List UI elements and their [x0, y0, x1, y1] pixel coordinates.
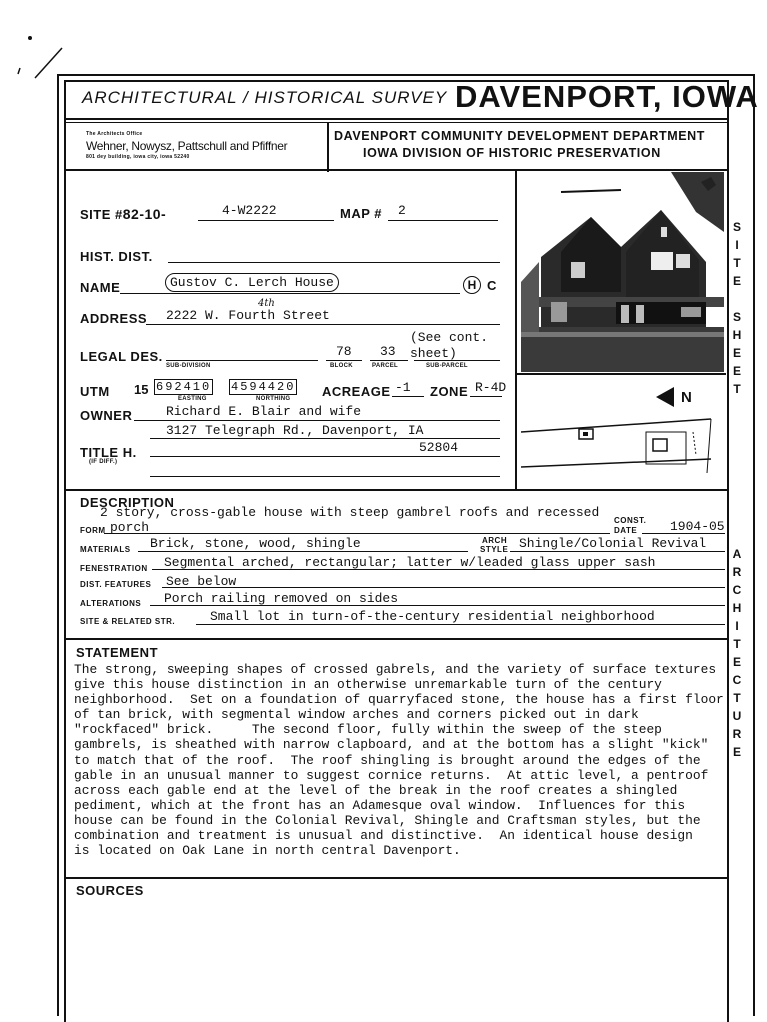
form-label: FORM: [80, 526, 106, 535]
side-letter: T: [733, 382, 741, 396]
date-value: 1904-05: [670, 519, 725, 534]
dist-features-value: See below: [166, 574, 237, 589]
sources-label: SOURCES: [76, 883, 144, 898]
firm-office-label: The Architects Office: [86, 131, 143, 137]
zone-label: ZONE: [430, 384, 469, 399]
legal-subparcel-label: SUB-PARCEL: [426, 363, 468, 369]
side-letter: S: [732, 220, 741, 234]
side-letter: T: [733, 691, 741, 705]
city-title: DAVENPORT, IOWA: [455, 79, 759, 114]
north-label: N: [681, 389, 692, 406]
easting-label: EASTING: [178, 396, 207, 402]
department-line1: DAVENPORT COMMUNITY DEVELOPMENT DEPARTMENT: [334, 129, 706, 143]
statement-line: of tan brick, with segmental window arches and corners picked out in dark: [74, 707, 639, 723]
zone-value: R-4D: [475, 380, 507, 395]
side-letter: H: [732, 328, 742, 342]
legal-block-label: BLOCK: [330, 363, 353, 369]
statement-line: gable in an unusual manner to suggest cornice returns. At attic level, a pentroof: [74, 767, 709, 783]
name-value: Gustov C. Lerch House: [165, 273, 339, 292]
date-label: DATE: [614, 526, 638, 535]
northing-label: NORTHING: [256, 396, 291, 402]
house-photo: [521, 172, 724, 372]
alterations-label: ALTERATIONS: [80, 599, 142, 608]
side-letter: I: [735, 619, 739, 633]
site-number-prefix: 82-10-: [122, 206, 167, 222]
side-letter: I: [735, 238, 739, 252]
side-letter: R: [732, 565, 742, 579]
title-label: TITLE H.: [80, 445, 137, 460]
title-sub: (IF DIFF.): [89, 459, 118, 465]
firm-name: Wehner, Nowysz, Pattschull and Pfiffner: [86, 139, 288, 153]
fenestration-label: FENESTRATION: [80, 564, 148, 573]
legal-parcel-value: 33: [380, 344, 396, 359]
legal-parcel-label: PARCEL: [372, 363, 399, 369]
statement-line: house can be found in the Colonial Revival, Shingle and Craftsman styles, but the: [74, 812, 701, 828]
firm-address: 801 dey building, iowa city, iowa 52240: [86, 154, 190, 160]
description-line1: 2 story, cross-gable house with steep gambrel roofs and recessed: [100, 505, 600, 520]
materials-value: Brick, stone, wood, shingle: [150, 536, 361, 551]
legal-block-value: 78: [336, 344, 352, 359]
dist-features-label: DIST. FEATURES: [80, 580, 152, 589]
side-letter: U: [732, 709, 742, 723]
arch-style-value: Shingle/Colonial Revival: [519, 536, 707, 551]
legal-subdivision-label: SUB-DIVISION: [166, 363, 211, 369]
utm-northing: 4594420: [231, 380, 296, 394]
side-letter: C: [732, 583, 742, 597]
address-correction: 4th: [258, 298, 275, 309]
name-label: NAME: [80, 280, 121, 295]
arch-style-label-top: ARCH: [482, 536, 508, 545]
site-number-value: 4-W2222: [222, 203, 277, 218]
map-label: MAP #: [340, 206, 382, 221]
form-value: porch: [110, 520, 150, 535]
owner-label: OWNER: [80, 408, 133, 423]
address-value: 2222 W. Fourth Street: [166, 308, 330, 323]
side-letter: E: [732, 274, 741, 288]
owner-line2: 3127 Telegraph Rd., Davenport, IA: [166, 423, 424, 438]
statement-line: neighborhood. Set on a foundation of quarryfaced stone, the house has a first floor: [74, 692, 724, 708]
arch-style-label-bottom: STYLE: [480, 545, 509, 554]
address-label: ADDRESS: [80, 311, 148, 326]
map-value: 2: [398, 203, 406, 218]
statement-line: The strong, sweeping shapes of crossed gabrels, and the variety of surface textures: [74, 662, 717, 677]
statement-line: give this house distinction in an otherwise unremarkable turn of the century: [74, 677, 662, 693]
department-line2: IOWA DIVISION OF HISTORIC PRESERVATION: [363, 146, 661, 160]
statement-body: [74, 662, 724, 858]
utm-zone: 15: [134, 382, 149, 397]
site-related-label: SITE & RELATED STR.: [80, 617, 176, 626]
statement-line: pediment, which at the front has an Adamesque oval window. Influences for this: [74, 797, 686, 813]
statement-line: gambrels, is sheathed with narrow clapboard, and at the bottom has a slight "kick": [74, 737, 709, 753]
statement-label: STATEMENT: [76, 645, 159, 660]
side-letter: E: [732, 364, 741, 378]
side-letter: A: [732, 547, 742, 561]
statement-line: to match that of the roof. The roof shingling is brought around the edges of the: [74, 752, 701, 768]
statement-line: "rockfaced" brick. The second floor, fully within the sweep of the steep: [74, 722, 662, 738]
survey-title: ARCHITECTURAL / HISTORICAL SURVEY: [82, 88, 448, 107]
side-letter: H: [732, 601, 742, 615]
side-letter: T: [733, 637, 741, 651]
utm-easting: 692410: [156, 380, 212, 394]
description-label: DESCRIPTION: [80, 495, 175, 510]
side-letter: R: [732, 727, 742, 741]
fenestration-value: Segmental arched, rectangular; latter w/leaded glass upper sash: [164, 555, 656, 570]
const-label: CONST.: [614, 516, 647, 525]
statement-line: is located on Oak Lane in north central Davenport.: [74, 843, 461, 859]
owner-line3: 52804: [419, 440, 459, 455]
side-letter: E: [732, 655, 741, 669]
hist-dist-label: HIST. DIST.: [80, 249, 153, 264]
site-number-label: SITE #82-10-: [80, 206, 167, 222]
name-code-c: C: [487, 278, 497, 293]
acreage-label: ACREAGE: [322, 384, 391, 399]
utm-label: UTM: [80, 384, 110, 399]
legal-note: (See cont. sheet): [410, 330, 489, 361]
name-code-h: H: [463, 276, 481, 294]
site-related-value: Small lot in turn-of-the-century residential neighborhood: [210, 609, 655, 624]
owner-line1: Richard E. Blair and wife: [166, 404, 362, 419]
legal-label: LEGAL DES.: [80, 349, 163, 364]
side-letter: C: [732, 673, 742, 687]
alterations-value: Porch railing removed on sides: [164, 591, 399, 606]
statement-line: combination and treatment is unusual and distinctive. An identical house design: [74, 828, 693, 844]
site-map-sketch: [521, 377, 724, 487]
side-letter: S: [732, 310, 741, 324]
side-letter: T: [733, 256, 741, 270]
acreage-value: -1: [395, 380, 411, 395]
side-letter: E: [732, 346, 741, 360]
materials-label: MATERIALS: [80, 545, 131, 554]
statement-line: across each gable end at the level of the break in the roof creates a shingled: [74, 782, 678, 798]
side-letter: E: [732, 745, 741, 759]
